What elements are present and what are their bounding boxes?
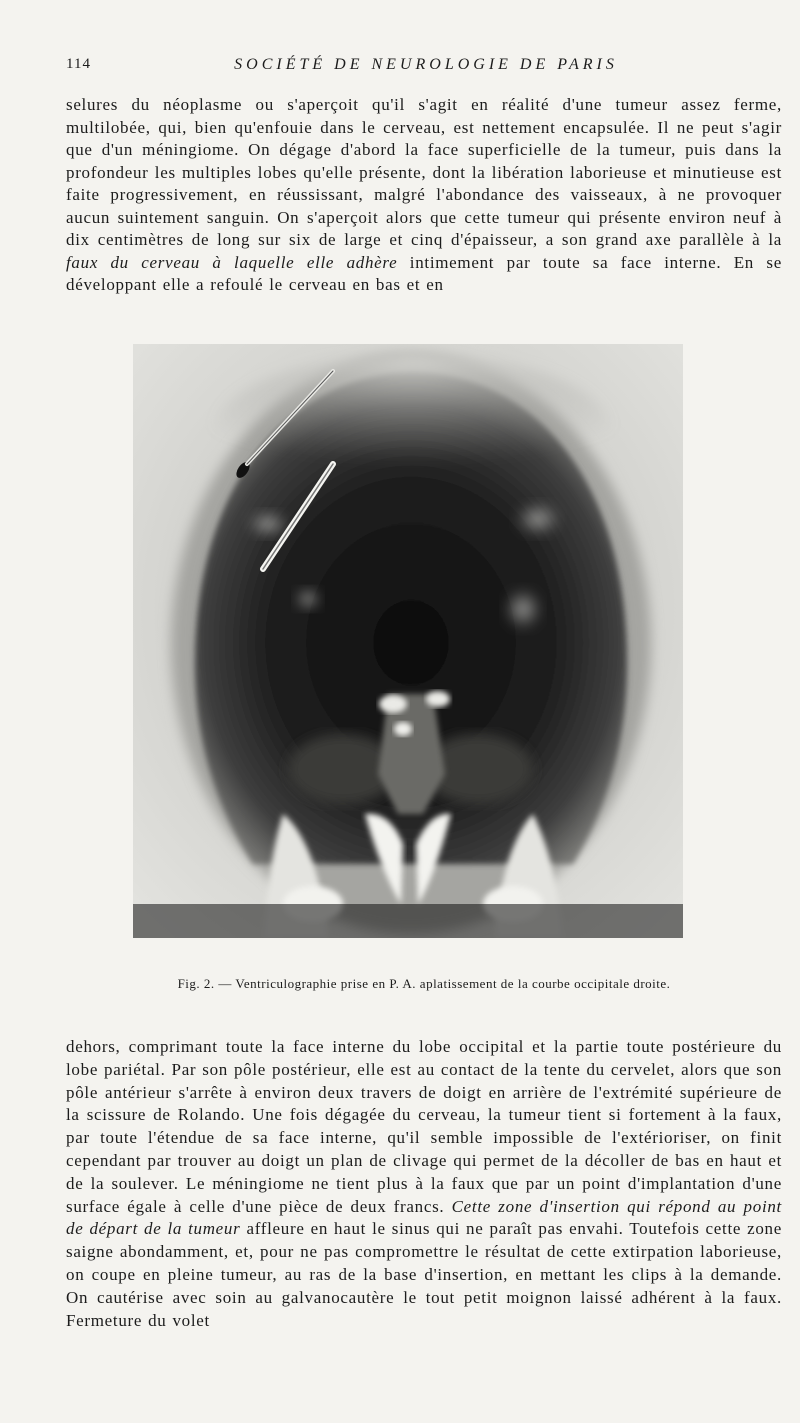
body-text-top-italic: faux du cerveau à laquelle elle adhère [66, 252, 398, 272]
body-text-top-2: intimement par toute sa face interne. En se développant elle a refoulé le cerveau en bas et en [66, 252, 782, 294]
xray-figure [133, 344, 683, 938]
body-text-bottom-1: dehors, comprimant toute la face interne du lobe occipital et la partie toute postérieure du lobe pariétal. Par son pôle postérieur, elle est au contact de la tente du cervelet, alors que son pôle antérieur s'arrête à environ deux travers de doigt en arrière de l'extrémité supérieure de la scissure de Rolando. Une fois dégagée du cerveau, la tumeur tient si fortement à la faux, par toute l'étendue de sa face interne, qu'il semble impossible de l'extérioriser, on finit cependant par trouver au doigt un plan de clivage qui permet de la décoller de bas en haut et de la soulever. Le méningiome ne tient plus à la faux que par un point d'implantation d'une surface égale à celle d'une pièce de deux francs. [66, 1037, 782, 1216]
figure-caption: Fig. 2. — Ventriculographie prise en P. A. aplatissement de la courbe occipitale droite. [177, 976, 671, 991]
body-text-bottom-2: affleure en haut le sinus qui ne paraît pas envahi. Toutefois cette zone saigne abondamment, et, pour ne pas compromettre le résultat de cette extirpation laborieuse, on coupe en pleine tumeur, au ras de la base d'insertion, en mettant les clips à la demande. On cautérise avec soin au galvanocautère le tout petit moignon laissé adhérent à la faux. Fermeture du volet [66, 1219, 782, 1330]
body-paragraph-bottom [66, 1036, 782, 1332]
skull-xray-image [133, 344, 683, 938]
page-number: 114 [66, 56, 91, 72]
running-head [66, 56, 786, 80]
body-text-top-1: selures du néoplasme ou s'aperçoit qu'il s'agit en réalité d'une tumeur assez ferme, multilobée, qui, bien qu'enfouie dans le cerveau, est nettement encapsulée. Il ne peut s'agir que d'un méningiome. On dégage d'abord la face superficielle de la tumeur, puis dans la profondeur les multiples lobes qu'elle présente, dont la libération laborieuse et minutieuse est faite progressivement, en réussissant, malgré l'abondance des vaisseaux, à ne provoquer aucun suintement sanguin. On s'aperçoit alors que cette tumeur qui présente environ neuf à dix centimètres de long sur six de large et cinq d'épaisseur, a son grand axe parallèle à la [66, 95, 782, 249]
body-paragraph-top [66, 94, 782, 297]
body-text-bottom-italic: Cette zone d'insertion qui répond au point de départ de la tumeur [66, 1196, 782, 1239]
journal-title: SOCIÉTÉ DE NEUROLOGIE DE PARIS [234, 56, 618, 73]
